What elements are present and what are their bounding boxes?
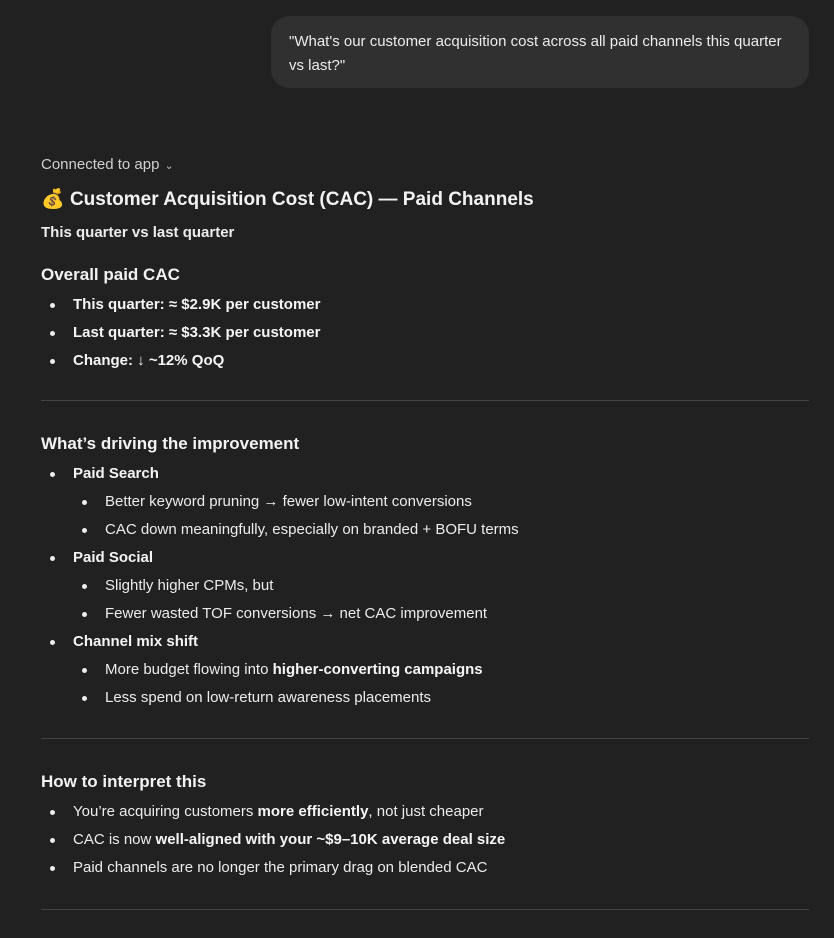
interpret-heading: How to interpret this — [41, 772, 207, 791]
title-text: Customer Acquisition Cost (CAC) — Paid Channels — [69, 189, 534, 210]
overall-list — [41, 291, 809, 375]
response-title — [41, 186, 809, 214]
divider — [41, 400, 809, 401]
list-item: Paid Social Slightly higher CPMs, but Fewer wasted TOF conversions → net CAC improvement — [41, 544, 809, 628]
list-item: Paid channels are no longer the primary drag on blended CAC — [41, 854, 809, 882]
list-item: Change: ↓ ~12% QoQ — [41, 347, 809, 375]
connected-label: Connected to app — [41, 156, 160, 173]
divider — [41, 909, 809, 910]
user-message-bubble: "What's our customer acquisition cost across all paid channels this quarter vs last?" — [271, 16, 809, 88]
list-item: Paid Search Better keyword pruning → fewer low-intent conversions CAC down meaningfully, especially on branded + BOFU terms — [41, 460, 809, 544]
divider — [41, 738, 809, 739]
drivers-heading: What’s driving the improvement — [41, 434, 300, 453]
list-item: CAC is now well-aligned with your ~$9–10K average deal size — [41, 826, 809, 854]
connected-to-app-toggle[interactable] — [41, 154, 809, 176]
assistant-response — [41, 154, 809, 910]
list-item: Slightly higher CPMs, but — [73, 572, 809, 600]
drivers-list — [41, 460, 809, 712]
interpret-list — [41, 798, 809, 882]
list-item: Better keyword pruning → fewer low-intent conversions — [73, 488, 809, 516]
list-item: Fewer wasted TOF conversions → net CAC improvement — [73, 600, 809, 628]
overall-heading: Overall paid CAC — [41, 265, 180, 284]
chevron-down-icon: ⌄ — [164, 160, 174, 172]
list-item: Last quarter: ≈ $3.3K per customer — [41, 319, 809, 347]
list-item: More budget flowing into higher-converting campaigns — [73, 656, 809, 684]
list-item: You’re acquiring customers more efficiently, not just cheaper — [41, 798, 809, 826]
list-item: This quarter: ≈ $2.9K per customer — [41, 291, 809, 319]
list-item: CAC down meaningfully, especially on branded + BOFU terms — [73, 516, 809, 544]
subtitle: This quarter vs last quarter — [41, 224, 235, 241]
list-item: Less spend on low-return awareness placements — [73, 684, 809, 712]
money-bag-icon: 💰 — [41, 189, 65, 210]
list-item: Channel mix shift More budget flowing into higher-converting campaigns Less spend on low-return awareness placements — [41, 628, 809, 712]
